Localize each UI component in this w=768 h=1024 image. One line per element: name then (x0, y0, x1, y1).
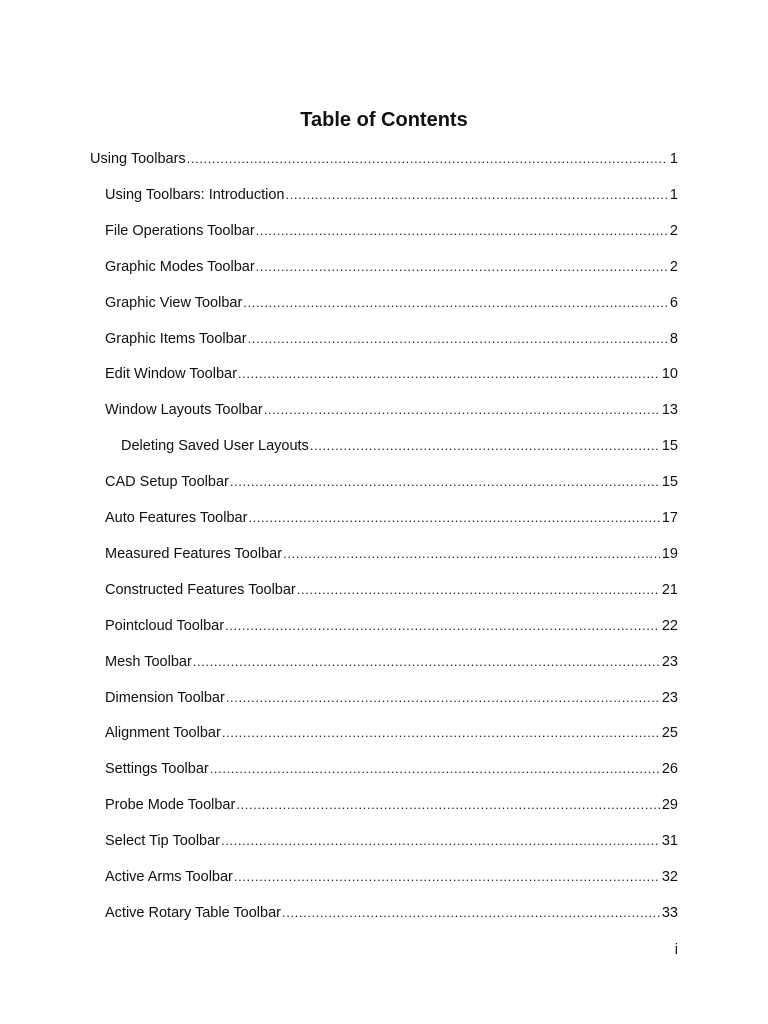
toc-entry[interactable] (105, 364, 678, 384)
toc-entry[interactable] (121, 436, 678, 456)
toc-entry[interactable] (105, 400, 678, 420)
toc-entry-page-number: 19 (661, 545, 678, 562)
toc-entry-label: Dimension Toolbar (105, 689, 225, 706)
toc-entry-page-number: 1 (669, 151, 678, 167)
toc-dot-leader (187, 149, 668, 169)
toc-entry-page-number: 15 (661, 438, 678, 455)
toc-entry-page-number: 32 (661, 869, 678, 885)
toc-dot-leader (310, 436, 660, 456)
toc-entry-page-number: 25 (661, 725, 678, 742)
toc-dot-leader (230, 472, 660, 492)
toc-entry-label: Measured Features Toolbar (105, 545, 283, 562)
toc-entry-label: Mesh Toolbar (105, 653, 192, 670)
toc-entry-page-number: 17 (661, 510, 678, 526)
toc-entry-page-number: 23 (661, 653, 678, 670)
toc-entry[interactable] (105, 257, 678, 277)
toc-entry-label: Alignment Toolbar (105, 725, 221, 742)
toc-entry-page-number: 31 (661, 833, 678, 850)
toc-entry[interactable] (105, 903, 678, 923)
toc-dot-leader (285, 185, 667, 205)
toc-dot-leader (226, 688, 660, 708)
page-folio: i (674, 942, 678, 958)
toc-entry-page-number: 26 (661, 761, 678, 778)
toc-entry-page-number: 22 (661, 617, 678, 634)
toc-entry[interactable] (90, 149, 678, 169)
toc-entry-page-number: 1 (669, 186, 678, 203)
toc-entry-label: Auto Features Toolbar (105, 510, 248, 526)
toc-entry-page-number: 6 (669, 294, 678, 311)
toc-entry[interactable] (105, 508, 678, 528)
toc-entry[interactable] (105, 293, 678, 313)
toc-entry-page-number: 2 (669, 222, 678, 239)
toc-dot-leader (283, 544, 660, 564)
toc-entry-label: Using Toolbars: Introduction (105, 186, 285, 203)
toc-entry[interactable] (105, 544, 678, 564)
toc-entry-page-number: 13 (661, 402, 678, 419)
toc-entry-page-number: 21 (661, 581, 678, 598)
page-title: Table of Contents (300, 109, 468, 131)
toc-entry[interactable] (105, 867, 678, 887)
toc-entry-label: Window Layouts Toolbar (105, 402, 263, 419)
toc-entry-label: Graphic Items Toolbar (105, 330, 247, 347)
toc-entry-page-number: 2 (669, 258, 678, 275)
toc-entry-page-number: 33 (661, 904, 678, 921)
toc-dot-leader (193, 652, 660, 672)
toc-entry-page-number: 8 (669, 330, 678, 347)
toc-entry-label: Edit Window Toolbar (105, 366, 237, 383)
toc-entry-label: Pointcloud Toolbar (105, 617, 225, 634)
toc-entry-label: Using Toolbars (90, 151, 186, 167)
toc-dot-leader (282, 903, 660, 923)
toc-entry[interactable] (105, 723, 678, 743)
toc-entry[interactable] (105, 652, 678, 672)
toc-dot-leader (256, 257, 668, 277)
toc-dot-leader (210, 759, 660, 779)
toc-entry[interactable] (105, 472, 678, 492)
toc-entry[interactable] (105, 329, 678, 349)
toc-entry[interactable] (105, 831, 678, 851)
toc-entry[interactable] (105, 616, 678, 636)
toc-entry-label: Deleting Saved User Layouts (121, 438, 309, 455)
toc-dot-leader (236, 795, 660, 815)
toc-entry[interactable] (105, 688, 678, 708)
toc-dot-leader (225, 616, 660, 636)
toc-entry[interactable] (105, 221, 678, 241)
toc-dot-leader (248, 508, 659, 528)
toc-dot-leader (238, 364, 660, 384)
toc-dot-leader (264, 400, 660, 420)
toc-dot-leader (222, 723, 660, 743)
toc-entry[interactable] (105, 795, 678, 815)
toc-dot-leader (221, 831, 660, 851)
toc-entry-page-number: 10 (661, 366, 678, 383)
toc-entry-page-number: 23 (661, 689, 678, 706)
toc-entry[interactable] (105, 185, 678, 205)
toc-dot-leader (297, 580, 660, 600)
toc-dot-leader (248, 329, 668, 349)
toc-entry-label: Active Rotary Table Toolbar (105, 904, 281, 921)
toc-dot-leader (243, 293, 668, 313)
toc-entry-page-number: 15 (661, 474, 678, 491)
toc-entry-label: Probe Mode Toolbar (105, 797, 236, 814)
toc-entry-label: Active Arms Toolbar (105, 869, 233, 885)
toc-dot-leader (234, 867, 660, 887)
toc-entry-label: Settings Toolbar (105, 761, 209, 778)
toc-dot-leader (256, 221, 668, 241)
toc-entry[interactable] (105, 759, 678, 779)
toc-entry-label: CAD Setup Toolbar (105, 474, 229, 491)
toc-entry-label: Constructed Features Toolbar (105, 581, 296, 598)
toc-entry-label: Graphic Modes Toolbar (105, 258, 255, 275)
toc-entry-label: Select Tip Toolbar (105, 833, 220, 850)
toc-entry-page-number: 29 (661, 797, 678, 814)
toc-entry-label: File Operations Toolbar (105, 222, 255, 239)
toc-entry-label: Graphic View Toolbar (105, 294, 243, 311)
toc-entry[interactable] (105, 580, 678, 600)
